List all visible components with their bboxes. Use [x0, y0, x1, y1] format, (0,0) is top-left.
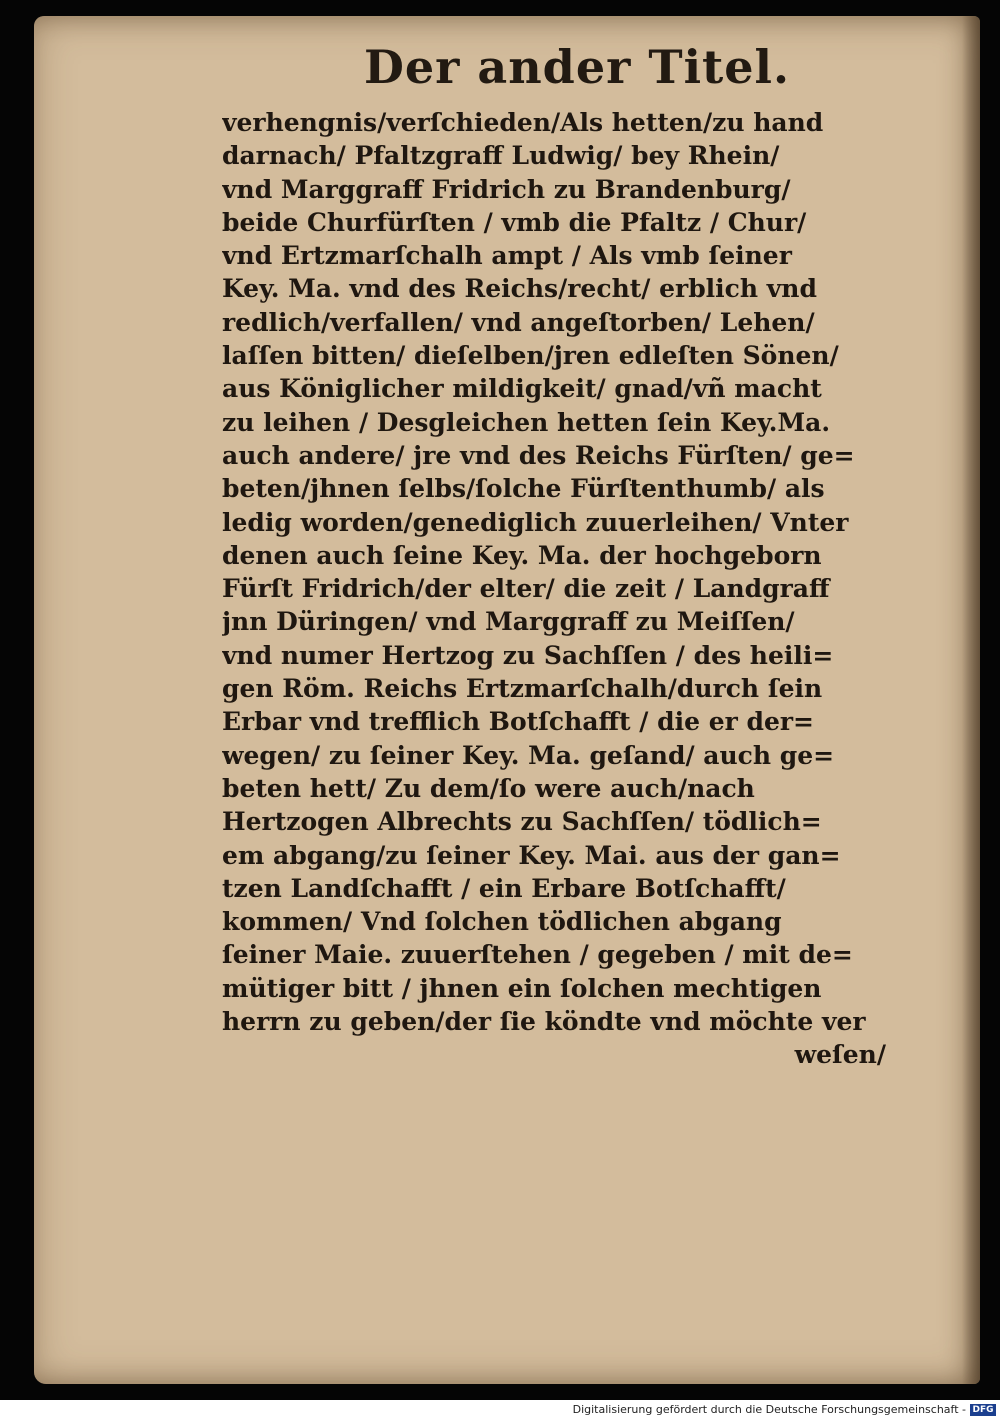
text-line: kommen/ Vnd ſolchen tödlichen abgang: [222, 907, 782, 937]
text-line: verhengnis/verſchieden/Als hetten/zu hand: [222, 108, 824, 137]
page-edge-shadow: [962, 16, 980, 1384]
footer-bar: [0, 1400, 1000, 1420]
text-line: herrn zu geben/der ſie köndte vnd möchte ver: [222, 1007, 866, 1037]
running-title: Der ander Titel.: [364, 40, 791, 94]
text-line: Erbar vnd trefflich Botſchafft / die er der=: [222, 707, 814, 737]
text-line: wegen/ zu ſeiner Key. Ma. geſand/ auch ge=: [222, 740, 835, 770]
text-line: gen Röm. Reichs Ertzmarſchalh/durch ſein: [222, 674, 823, 704]
text-line: mütiger bitt / jhnen ein ſolchen mechtigen: [222, 973, 822, 1003]
text-line: laſſen bitten/ dieſelben/jren edleſten Sönen/: [222, 341, 839, 371]
text-line: tzen Landſchafft / ein Erbare Botſchafft/: [222, 873, 786, 903]
body-text: [222, 106, 886, 1072]
text-line: beide Churfürſten / vmb die Pfaltz / Chur/: [222, 207, 807, 237]
text-line: ledig worden/genediglich zuuerleihen/ Vnter: [222, 507, 849, 537]
text-line: jnn Düringen/ vnd Marggraff zu Meiſſen/: [222, 607, 795, 637]
text-line: beten hett/ Zu dem/ſo were auch/nach: [222, 773, 755, 803]
text-line: zu leihen / Desgleichen hetten ſein Key.Ma.: [222, 407, 831, 437]
text-line: aus Königlicher mildigkeit/ gnad/vñ macht: [222, 374, 822, 404]
dfg-logo: DFG: [970, 1404, 996, 1416]
text-line: em abgang/zu ſeiner Key. Mai. aus der gan=: [222, 840, 841, 870]
text-line: vnd Marggraff Fridrich zu Brandenburg/: [222, 174, 791, 204]
text-line: denen auch ſeine Key. Ma. der hochgeborn: [222, 540, 822, 570]
text-line: darnach/ Pfaltzgraff Ludwig/ bey Rhein/: [222, 141, 780, 171]
catchword: weſen/: [794, 1040, 886, 1070]
text-line: beten/jhnen ſelbs/ſolche Fürſtenthumb/ als: [222, 474, 825, 504]
funding-credit: Digitalisierung gefördert durch die Deutsche Forschungsgemeinschaft -: [572, 1403, 966, 1416]
text-line: vnd Ertzmarſchalh ampt / Als vmb ſeiner: [222, 241, 792, 271]
text-line: auch andere/ jre vnd des Reichs Fürſten/ ge=: [222, 440, 855, 470]
text-line: Key. Ma. vnd des Reichs/recht/ erblich vnd: [222, 274, 817, 304]
text-line: redlich/verfallen/ vnd angeſtorben/ Lehen/: [222, 307, 815, 337]
text-line: Hertzogen Albrechts zu Sachſſen/ tödlich=: [222, 807, 822, 837]
text-line: ſeiner Maie. zuuerſtehen / gegeben / mit de=: [222, 940, 853, 970]
text-line: vnd numer Hertzog zu Sachſſen / des heili=: [222, 640, 834, 670]
text-line: Fürſt Fridrich/der elter/ die zeit / Landgraff: [222, 574, 830, 604]
